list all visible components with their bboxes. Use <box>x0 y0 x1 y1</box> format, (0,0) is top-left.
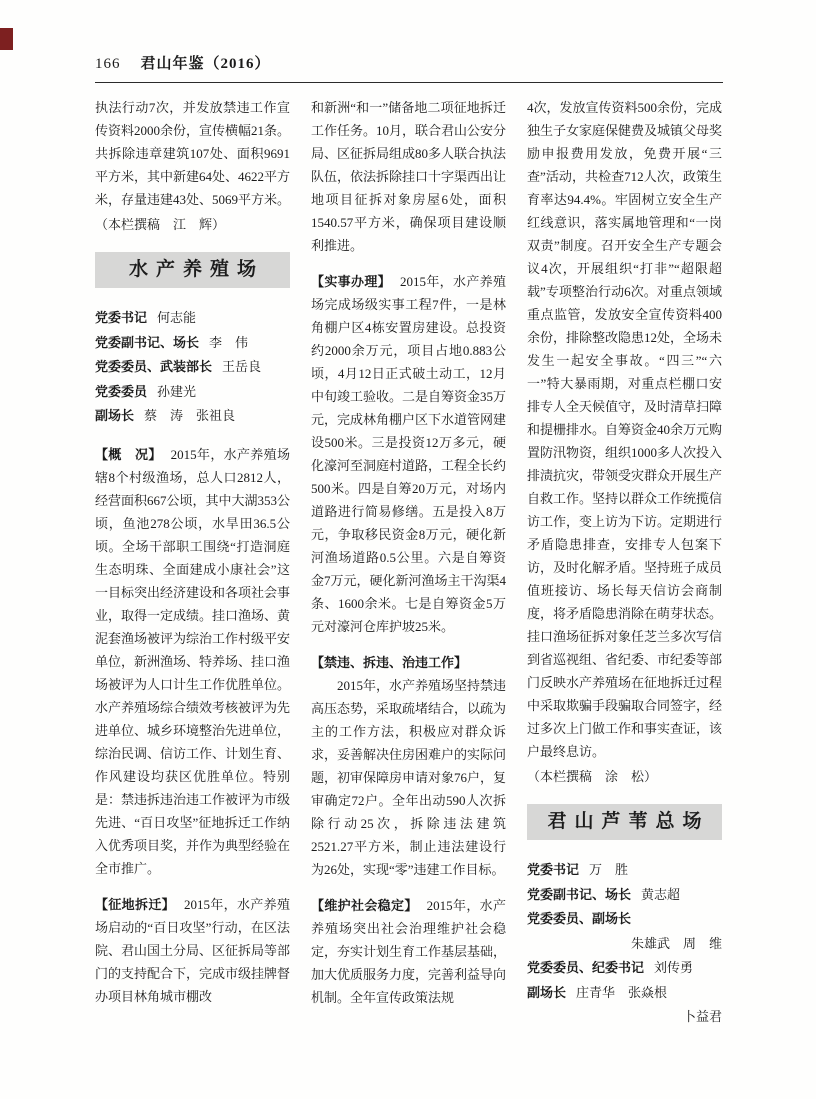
byline: （本栏撰稿 江 辉） <box>95 217 226 232</box>
entry-text: 2015年，水产养殖场辖8个村级渔场，总人口2812人，经营面积667公顷，其中大湖353公顷，鱼池278公顷，水旱田36.5公顷。全场干部职工围绕“打造洞庭生态明珠、全面建成小康社会”这一目标突出经济建设和各项社会事业，取得一定成绩。挂口渔场、黄泥套渔场被评为综治工作村级平安单位，新洲渔场、特养场、挂口渔场被评为人口计生工作优胜单位。水产养殖场综合绩效考核被评为先进单位、城乡环境整治先进单位，综治民调、信访工作、计划生育、作风建设均获区优胜单位。特别是：禁违拆违治违工作被评为市级先进、“百日攻坚”征地拆迁工作纳入优秀项目奖，并作为典型经验在全市推广。 <box>95 446 291 876</box>
paragraph-continuation: 和新洲“和一”储备地二项征地拆迁工作任务。10月，联合君山公安分局、区征拆局组成80多人联合执法队伍，依法拆除挂口十字渠西出让地项目征拆对象房屋6处，面积1540.57平方米，确保项目建设顺利推进。 <box>311 100 507 253</box>
staff-row <box>527 956 722 981</box>
staff-row <box>527 981 722 1006</box>
section-heading-aquaculture-farm: 水产养殖场 <box>95 252 290 288</box>
entry-label: 【维护社会稳定】 <box>311 898 418 913</box>
staff-role: 党委副书记、场长 <box>95 334 200 350</box>
staff-row <box>95 331 290 356</box>
scan-corner-mark <box>0 28 13 50</box>
staff-row <box>527 858 722 883</box>
staff-role: 党委副书记、场长 <box>527 886 632 902</box>
staff-role: 党委委员 <box>95 383 148 399</box>
staff-row <box>95 355 290 380</box>
entry-overview <box>95 443 290 880</box>
entry-practical-matters <box>311 270 506 638</box>
entry-text: 2015年，水产养殖场启动的“百日攻坚”行动，在区法院、君山国土分局、区征拆局等部门的支持配合下，完成市级挂牌督办项目林角城市棚改 <box>95 896 291 1004</box>
entry-label: 【禁违、拆违、治违工作】 <box>311 655 468 670</box>
staff-row <box>95 306 290 331</box>
page <box>95 52 723 1034</box>
staff-role: 副场长 <box>527 984 567 1000</box>
staff-row <box>527 883 722 908</box>
staff-names: 孙建光 <box>157 383 197 399</box>
entry-label: 【概 况】 <box>95 446 162 462</box>
staff-row <box>527 907 722 932</box>
entry-social-stability <box>311 894 506 1009</box>
byline: （本栏撰稿 涂 松） <box>527 769 658 784</box>
column-2 <box>311 96 506 1034</box>
staff-names: 蔡 涛 张祖良 <box>144 408 236 423</box>
entry-label: 【实事办理】 <box>311 274 391 289</box>
entry-label: 【征地拆迁】 <box>95 896 175 912</box>
staff-names: 黄志超 <box>641 886 681 902</box>
staff-list <box>527 858 722 1030</box>
book-title: 君山年鉴（2016） <box>140 56 271 72</box>
entry-demolition-control <box>311 651 506 881</box>
staff-role: 党委委员、武装部长 <box>95 359 213 374</box>
staff-row-continuation <box>527 932 722 957</box>
staff-row <box>95 380 290 405</box>
staff-names: 万 胜 <box>589 862 629 877</box>
entry-text: 2015年，水产养殖场完成场级实事工程7件，一是林角棚户区4栋安置房建设。总投资约2000余万元，项目占地0.883公顷，4月12日正式破土动工，12月中旬竣工验收。二是自筹资金35万元，完成林角棚户区下水道管网建设500米。三是投资12万多元，硬化濠河至洞庭村道路，工程全长约500米。四是自筹20万元，对场内道路进行简易修缮。五是投入8万元，争取移民资金8万元，硬化新河渔场道路0.5公里。六是自筹资金7万元，硬化新河渔场主干沟渠4条、1600余米。七是自筹资金5万元对濠河仓库护坡25米。 <box>311 274 507 634</box>
entry-text: 2015年，水产养殖场坚持禁违高压态势，采取疏堵结合，以疏为主的工作方法，积极应对群众诉求，妥善解决住房困难户的实际问题，初审保障房申请对象76户，复审确定72户。全年出动590人次拆除行动25次，拆除违法建筑2521.27平方米，制止违法建设行为26处，实现“零”违建工作目标。 <box>311 678 507 877</box>
staff-names: 庄青华 张焱根 <box>576 984 668 1000</box>
staff-names: 刘传勇 <box>654 960 694 975</box>
staff-names: 朱雄武 周 维 <box>630 935 722 951</box>
entry-text: 2015年，水产养殖场突出社会治理维护社会稳定，夯实计划生育工作基层基础，加大优质服务力度，完善利益导向机制。全年宣传政策法规 <box>311 898 507 1005</box>
staff-row <box>95 404 290 429</box>
staff-role: 党委委员、纪委书记 <box>527 960 645 975</box>
staff-names: 何志能 <box>157 310 197 325</box>
staff-names: 卜益君 <box>682 1009 722 1024</box>
paragraph-continuation: 4次，发放宣传资料500余份，完成独生子女家庭保健费及城镇父母奖励申报费用发放，免费开展“三查”活动，共检查712人次，政策生育率达94.4%。牢固树立安全生产红线意识，落实属地管理和“一岗双责”制度。召开安全生产专题会议4次，开展组织“打非”“超限超载”专项整治行动6次。对重点领域重点监管，发放安全宣传资料400余份，排除整改隐患12处，全场未发生一起安全事故。“四三”“六一”特大暴雨期，对重点栏棚口安排专人全天候值守，及时清草扫障和提栅排水。自筹资金40余万元购置防汛物资，组织1000多人次投入排渍抗灾，带领受灾群众开展生产自救工作。坚持以群众工作统揽信访工作，变上访为下访。定期进行矛盾隐患排查，安排专人包案下访，及时化解矛盾。坚持班子成员值班接访、场长每天信访会商制度，将矛盾隐患消除在萌芽状态。挂口渔场征拆对象任芝兰多次写信到省巡视组、省纪委、市纪委等部门反映水产养殖场在征地拆迁过程中采取欺骗手段骗取合同签字，经过多次上门做工作和事实查证，该户最终息访。 <box>527 100 723 759</box>
staff-role: 党委书记 <box>527 862 580 877</box>
staff-names: 王岳良 <box>222 359 262 374</box>
entry-land-requisition <box>95 893 290 1008</box>
paragraph-continuation: 执法行动7次，并发放禁违工作宣传资料2000余份，宣传横幅21条。共拆除违章建筑107处、面积9691平方米，其中新建64处、4622平方米，存量违建43处、5069平方米。 <box>95 100 291 207</box>
staff-row-continuation <box>527 1005 722 1030</box>
column-3 <box>527 96 722 1034</box>
column-1 <box>95 96 290 1034</box>
staff-role: 党委书记 <box>95 310 148 325</box>
section-heading-reed-farm: 君山芦苇总场 <box>527 804 722 840</box>
page-number: 166 <box>95 56 121 72</box>
staff-role: 副场长 <box>95 408 135 423</box>
content-columns <box>95 96 723 1034</box>
staff-names: 李 伟 <box>209 334 249 350</box>
page-header <box>95 52 723 83</box>
staff-list <box>95 306 290 429</box>
staff-role: 党委委员、副场长 <box>527 911 632 926</box>
